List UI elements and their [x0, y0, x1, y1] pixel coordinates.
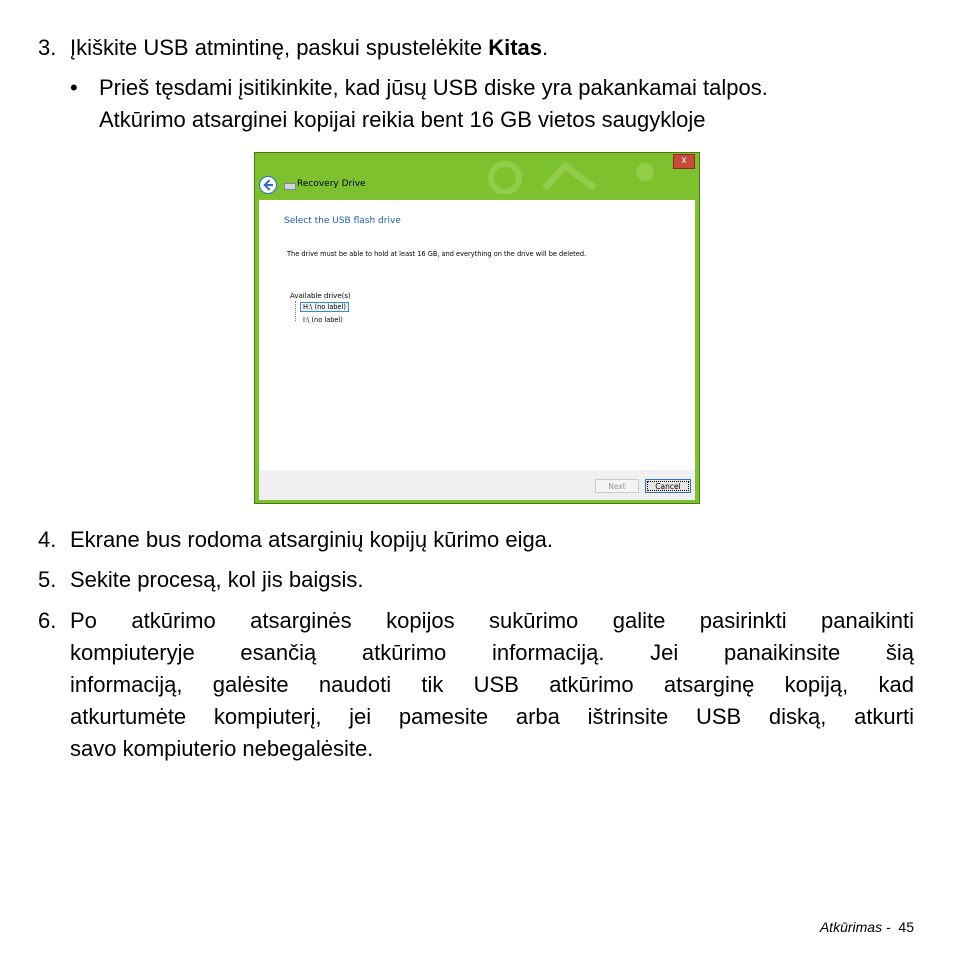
step-6-line-1: Po atkūrimo atsarginės kopijos sukūrimo galite pasirinkti panaikinti: [70, 608, 914, 633]
dialog-description: The drive must be able to hold at least 16 GB, and everything on the drive will be deleted.: [287, 250, 587, 258]
step-4-number: 4.: [38, 527, 57, 552]
dialog-footer: [259, 470, 695, 500]
step-4-text: Ekrane bus rodoma atsarginių kopijų kūrimo eiga.: [70, 527, 554, 552]
close-button[interactable]: x: [673, 154, 695, 169]
window-title: Recovery Drive: [297, 179, 366, 189]
step-6-number: 6.: [38, 608, 57, 633]
drive-option-i[interactable]: I:\ (no label): [303, 316, 343, 324]
step-6-line-4: atkurtumėte kompiuterį, jei pamesite arba ištrinsite USB diską, atkurti: [70, 704, 914, 729]
step-5-text: Sekite procesą, kol jis baigsis.: [70, 567, 364, 592]
bullet-symbol: •: [70, 75, 78, 100]
page-footer: [820, 918, 914, 936]
page-number: 45: [898, 919, 914, 935]
cancel-button[interactable]: Cancel: [645, 479, 691, 493]
bullet-line-1: Prieš tęsdami įsitikinkite, kad jūsų USB diske yra pakankamai talpos.: [99, 75, 768, 100]
step-3-number: 3.: [38, 35, 57, 60]
step-5-number: 5.: [38, 567, 57, 592]
bullet-line-2: Atkūrimo atsarginei kopijai reikia bent 16 GB vietos saugykloje: [99, 107, 706, 132]
recovery-drive-screenshot: [254, 152, 700, 504]
step-6-line-3: informaciją, galėsite naudoti tik USB atkūrimo atsarginę kopiją, kad: [70, 672, 914, 697]
footer-title: Atkūrimas -: [819, 919, 891, 935]
step-3-text-after: .: [541, 35, 549, 60]
dialog-content: [259, 200, 695, 470]
back-arrow-icon[interactable]: [259, 176, 277, 194]
next-button[interactable]: Next: [595, 479, 639, 493]
step-3-text: [70, 32, 548, 64]
step-3-bold-kitas: Kitas: [488, 35, 542, 60]
dialog-heading: Select the USB flash drive: [284, 216, 401, 226]
drive-icon: [284, 183, 296, 190]
title-bar-decoration: [455, 158, 685, 194]
drive-option-h[interactable]: H:\ (no label): [300, 302, 349, 312]
step-3-text-before: Įkiškite USB atmintinę, paskui spustelėkite: [70, 35, 489, 60]
available-drives-label: Available drive(s): [290, 292, 351, 300]
step-6-line-5: savo kompiuterio nebegalėsite.: [70, 736, 374, 761]
step-6-line-2: kompiuteryje esančią atkūrimo informaciją. Jei panaikinsite šią: [70, 640, 914, 665]
